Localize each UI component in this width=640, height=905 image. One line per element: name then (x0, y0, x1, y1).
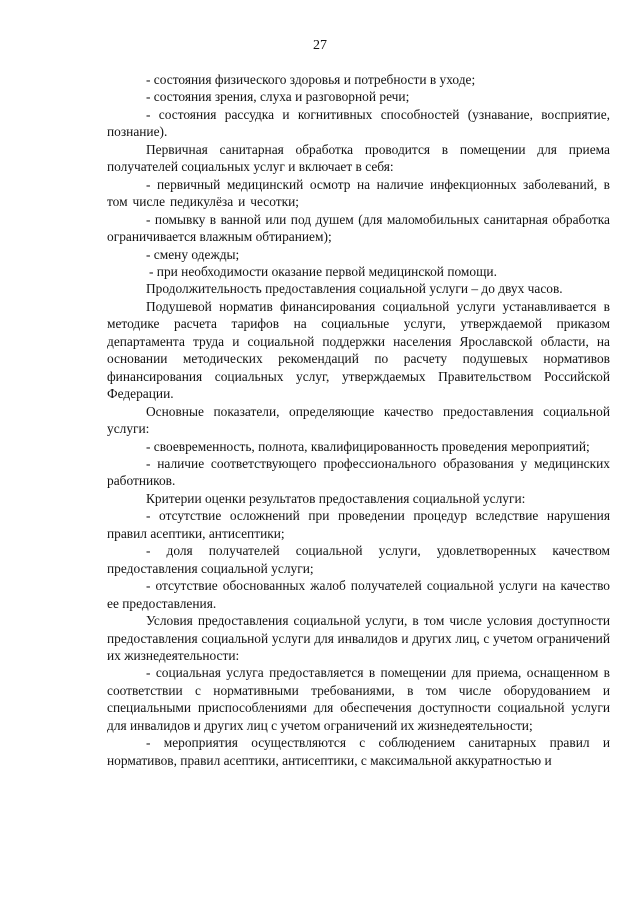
paragraph: - мероприятия осуществляются с соблюдением санитарных правил и нормативов, правил асептики, антисептики, с максимальной аккуратностью и (107, 735, 610, 768)
paragraph: - своевременность, полнота, квалифицированность проведения мероприятий; (146, 438, 590, 454)
paragraph: Подушевой норматив финансирования социальной услуги устанавливается в методике расчета тарифов на социальные услуги, утверждаемой приказом департамента труда и социальной поддержки населения Ярославской области, на основании методических рекомендаций по расчету подушевых нормативов финансирования социальных услуг, утверждаемых Правительством Российской Федерации. (107, 298, 610, 402)
paragraph: - помывку в ванной или под душем (для маломобильных санитарная обработка ограничивается влажным обтиранием); (107, 211, 610, 245)
paragraph: - отсутствие обоснованных жалоб получателей социальной услуги на качество ее предоставления. (107, 578, 610, 611)
paragraph: - состояния физического здоровья и потребности в уходе; (146, 72, 476, 87)
paragraph: - социальная услуга предоставляется в помещении для приема, оснащенном в соответствии с нормативными требованиями, в том числе оборудованием и специальными приспособлениями для обеспечения доступности социальной услуги для инвалидов и других лиц с учетом ограничений их жизнедеятельности; (107, 665, 610, 733)
document-body (107, 71, 610, 769)
paragraph: - при необходимости оказание первой медицинской помощи. (149, 263, 497, 279)
paragraph: - состояния зрения, слуха и разговорной речи; (146, 89, 410, 105)
paragraph: - наличие соответствующего профессионального образования у медицинских работников. (107, 455, 610, 489)
page-number: 27 (313, 38, 327, 53)
paragraph: - смену одежды; (146, 246, 240, 262)
paragraph: - первичный медицинский осмотр на наличие инфекционных заболеваний, в том числе педикулёза и чесотки; (107, 176, 610, 210)
paragraph: Первичная санитарная обработка проводится в помещении для приема получателей социальных услуг и включает в себя: (107, 141, 610, 175)
paragraph: Основные показатели, определяющие качество предоставления социальной услуги: (107, 403, 610, 437)
paragraph: - отсутствие осложнений при проведении процедур вследствие нарушения правил асептики, антисептики; (107, 508, 610, 541)
paragraph: - состояния рассудка и когнитивных способностей (узнавание, восприятие, познание). (107, 106, 610, 140)
paragraph: Условия предоставления социальной услуги, в том числе условия доступности предоставления социальной услуги для инвалидов и других лиц, с учетом ограничений их жизнедеятельности: (107, 613, 610, 663)
paragraph: - доля получателей социальной услуги, удовлетворенных качеством предоставления социальной услуги; (107, 543, 610, 576)
paragraph: Продолжительность предоставления социальной услуги – до двух часов. (146, 281, 563, 297)
paragraph: Критерии оценки результатов предоставления социальной услуги: (146, 490, 526, 506)
